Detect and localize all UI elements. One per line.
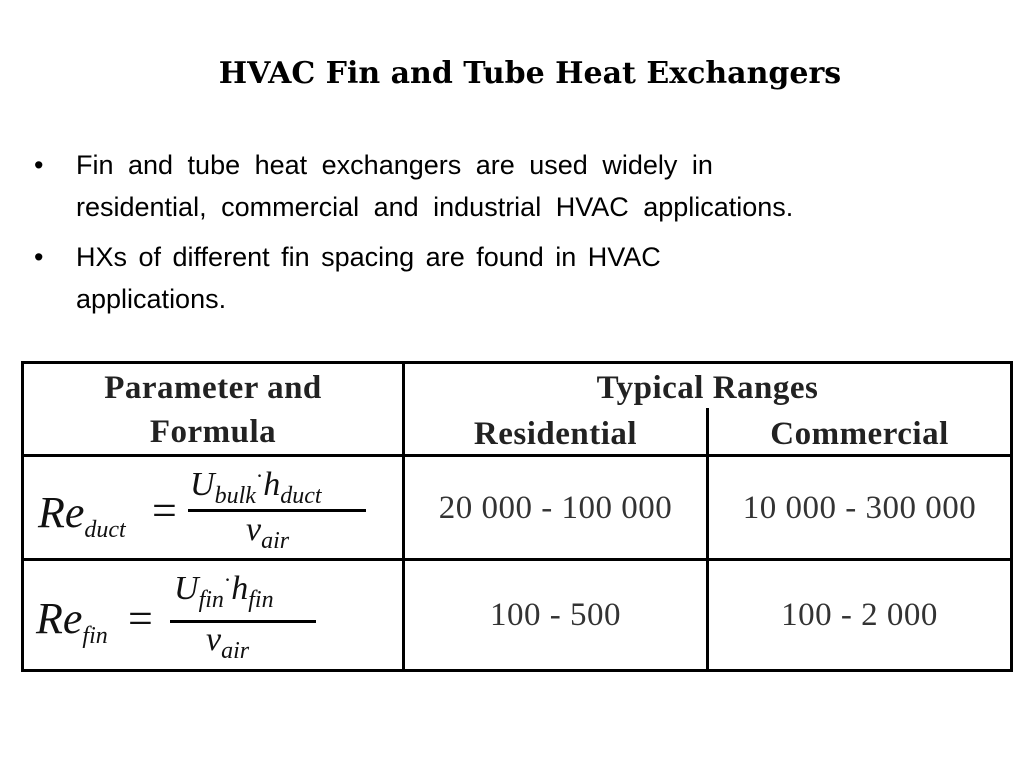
cell-residential: 20 000 - 100 000 xyxy=(438,490,673,526)
bullet-item xyxy=(34,144,1014,228)
formula-numerator: Ubulk·hduct xyxy=(190,463,322,509)
bullet-line: HXs of different fin spacing are found in HVAC xyxy=(76,242,661,272)
formula-lhs: $Re_{fin}$ xyxy=(36,594,108,649)
ranges-table xyxy=(21,361,1013,672)
header-parameter-line: Parameter and xyxy=(104,370,322,406)
formula-equals: = xyxy=(128,594,153,643)
bullet-line: Fin and tube heat exchangers are used widely in xyxy=(76,150,713,180)
header-parameter xyxy=(24,366,402,454)
header-parameter-line: Formula xyxy=(149,414,277,450)
cell-residential: 100 - 500 xyxy=(490,597,621,633)
bullet-dot-icon: • xyxy=(34,150,44,180)
formula-re-fin xyxy=(24,561,402,669)
bullet-list xyxy=(34,144,1014,328)
formula-equals: = xyxy=(152,486,177,535)
bullet-item xyxy=(34,236,1014,320)
cell-commercial: 100 - 2 000 xyxy=(781,597,938,633)
formula-numerator: Ufin·hfin xyxy=(174,567,274,613)
header-residential: Residential xyxy=(473,416,638,452)
formula-denominator: νair xyxy=(206,621,250,664)
bullet-line: applications. xyxy=(76,284,227,314)
header-commercial: Commercial xyxy=(770,416,949,452)
header-typical-ranges: Typical Ranges xyxy=(596,370,819,406)
slide-title: HVAC Fin and Tube Heat Exchangers xyxy=(218,56,842,91)
formula-denominator: νair xyxy=(246,511,290,554)
cell-commercial: 10 000 - 300 000 xyxy=(742,490,977,526)
formula-lhs: $Re_{duct}$ xyxy=(38,488,126,543)
bullet-line: residential, commercial and industrial HVAC applications. xyxy=(76,192,794,222)
bullet-dot-icon: • xyxy=(34,242,44,272)
formula-re-duct xyxy=(24,457,402,558)
